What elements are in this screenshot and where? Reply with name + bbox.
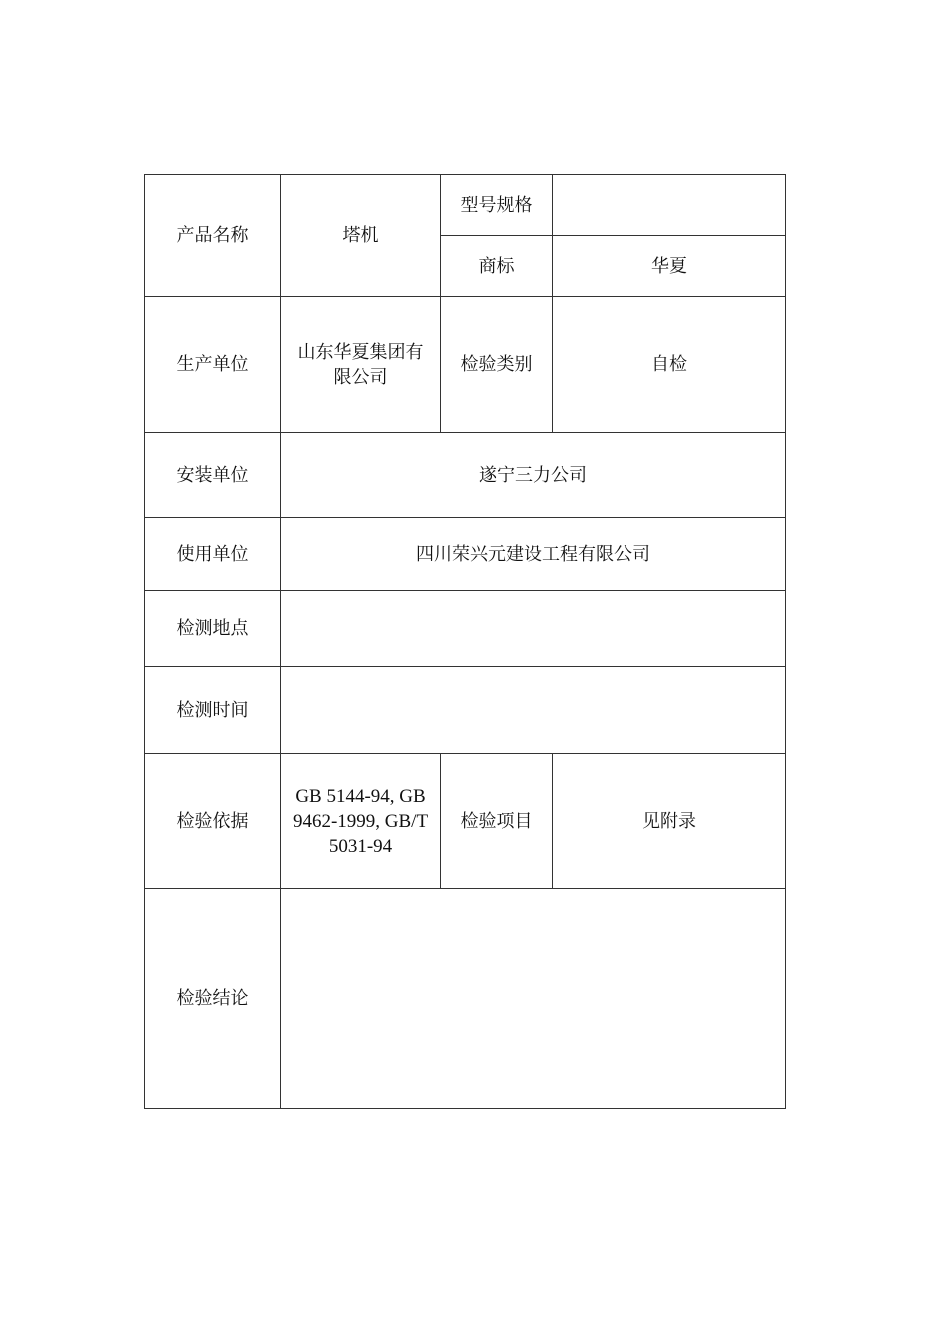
model-label: 型号规格	[441, 175, 553, 236]
inspection-report-table	[144, 174, 786, 1109]
installer-value: 遂宁三力公司	[281, 433, 786, 518]
inspection-type-label: 检验类别	[441, 297, 553, 433]
trademark-label: 商标	[441, 236, 553, 297]
conclusion-label: 检验结论	[145, 889, 281, 1109]
row-product-model	[145, 175, 786, 236]
inspection-type-value: 自检	[553, 297, 786, 433]
user-label: 使用单位	[145, 518, 281, 591]
manufacturer-value: 山东华夏集团有限公司	[281, 297, 441, 433]
conclusion-value	[281, 889, 786, 1109]
row-basis	[145, 754, 786, 889]
row-installer	[145, 433, 786, 518]
user-value: 四川荣兴元建设工程有限公司	[281, 518, 786, 591]
row-test-location	[145, 591, 786, 667]
row-user	[145, 518, 786, 591]
product-name-label: 产品名称	[145, 175, 281, 297]
manufacturer-label: 生产单位	[145, 297, 281, 433]
trademark-value: 华夏	[553, 236, 786, 297]
row-manufacturer	[145, 297, 786, 433]
product-name-value: 塔机	[281, 175, 441, 297]
row-test-time	[145, 667, 786, 754]
installer-label: 安装单位	[145, 433, 281, 518]
model-value	[553, 175, 786, 236]
test-time-value	[281, 667, 786, 754]
row-conclusion	[145, 889, 786, 1109]
items-label: 检验项目	[441, 754, 553, 889]
test-location-label: 检测地点	[145, 591, 281, 667]
items-value: 见附录	[553, 754, 786, 889]
basis-label: 检验依据	[145, 754, 281, 889]
test-location-value	[281, 591, 786, 667]
test-time-label: 检测时间	[145, 667, 281, 754]
basis-value: GB 5144-94, GB 9462-1999, GB/T 5031-94	[281, 754, 441, 889]
